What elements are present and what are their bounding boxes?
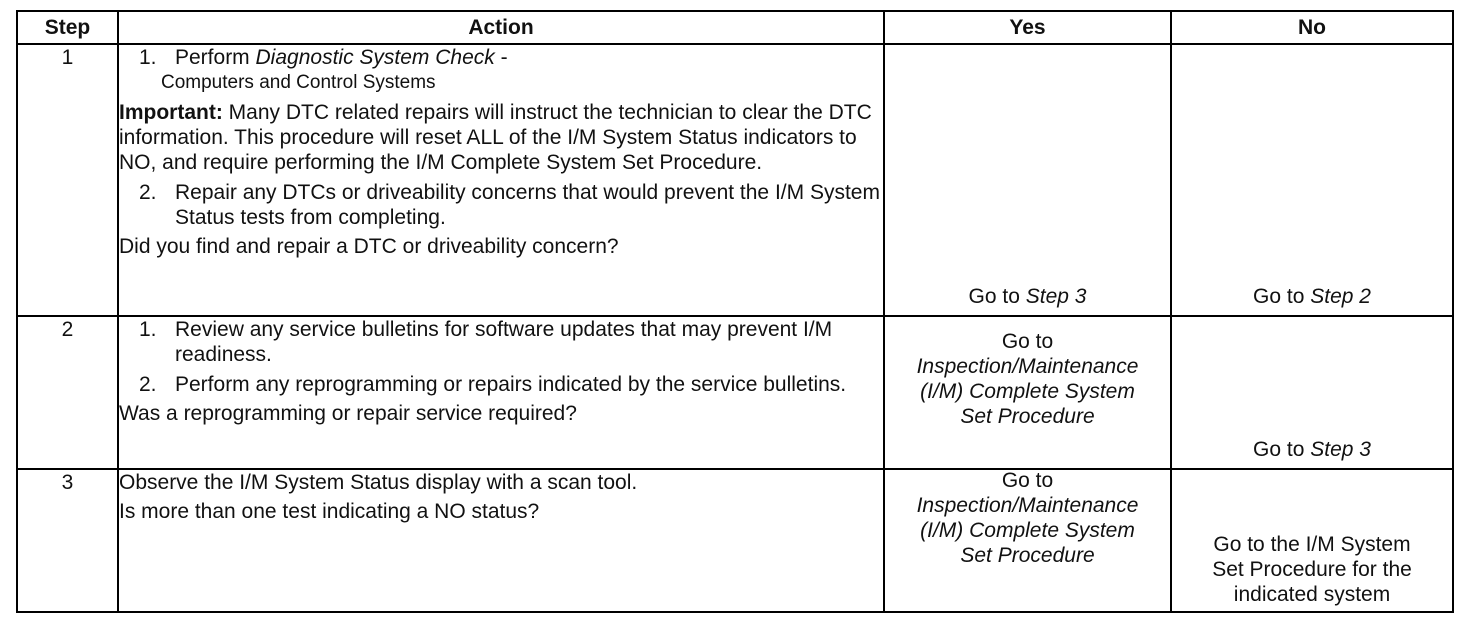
item-number: 1. <box>139 46 157 69</box>
header-row <box>17 11 1453 44</box>
question: Is more than one test indicating a NO status? <box>119 500 540 523</box>
header-no: No <box>1171 11 1453 44</box>
table-row <box>17 469 1453 612</box>
diagnostic-table <box>16 10 1454 613</box>
list-item: 1. Review any service bulletins for software updates that may prevent I/M readiness. <box>139 318 833 366</box>
no-result: Go to the I/M System Set Procedure for the indicated system <box>1212 533 1412 606</box>
header-yes: Yes <box>884 11 1171 44</box>
table-row <box>17 316 1453 469</box>
list-item: 2. Perform any reprogramming or repairs indicated by the service bulletins. <box>139 373 847 396</box>
item-number: 2. <box>139 373 157 396</box>
step-number: 2 <box>17 316 118 469</box>
action-cell <box>118 469 884 612</box>
no-result: Go to Step 3 <box>1253 438 1371 461</box>
header-step: Step <box>17 11 118 44</box>
header-action: Action <box>118 11 884 44</box>
yes-result: Go to Inspection/Maintenance (I/M) Complete System Set Procedure <box>916 330 1139 428</box>
yes-cell <box>884 44 1171 316</box>
important-note: Important: Many DTC related repairs will instruct the technician to clear the DTC information. This procedure will reset ALL of the I/M System Status indicators to NO, and require performing the I/M Complete System Set Procedure. <box>119 101 872 174</box>
yes-cell <box>884 469 1171 612</box>
procedure-link-text: Diagnostic System Check <box>255 46 495 69</box>
table-row <box>17 44 1453 316</box>
no-cell <box>1171 44 1453 316</box>
sub-line: Computers and Control Systems <box>161 72 436 93</box>
item-number: 1. <box>139 318 157 341</box>
important-label: Important: <box>119 101 223 124</box>
yes-result: Go to Inspection/Maintenance (I/M) Complete System Set Procedure <box>916 469 1139 567</box>
action-text: Observe the I/M System Status display with a scan tool. <box>119 471 638 494</box>
list-item: 2. Repair any DTCs or driveability concerns that would prevent the I/M System Status tests from completing. <box>139 181 880 229</box>
yes-cell <box>884 316 1171 469</box>
action-cell <box>118 316 884 469</box>
step-number: 3 <box>17 469 118 612</box>
no-cell <box>1171 469 1453 612</box>
list-item: 1. Perform Diagnostic System Check - <box>139 46 508 69</box>
no-cell <box>1171 316 1453 469</box>
step-number: 1 <box>17 44 118 316</box>
yes-result: Go to Step 3 <box>968 285 1087 308</box>
no-result: Go to Step 2 <box>1253 285 1371 308</box>
item-number: 2. <box>139 181 157 204</box>
question: Was a reprogramming or repair service required? <box>119 402 577 425</box>
action-cell <box>118 44 884 316</box>
question: Did you find and repair a DTC or driveability concern? <box>119 235 619 258</box>
